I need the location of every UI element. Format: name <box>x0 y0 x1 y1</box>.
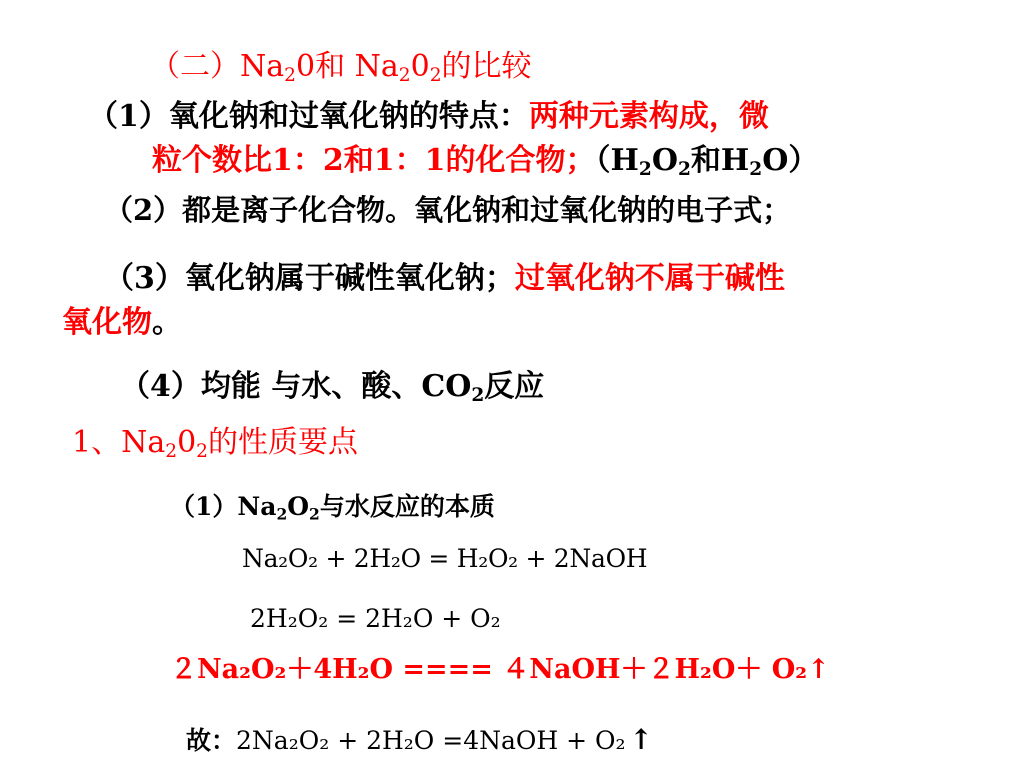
item-3-line-1 <box>104 261 785 296</box>
subscript: 2 <box>165 441 178 463</box>
item-2 <box>104 193 792 227</box>
subscript: 2 <box>398 65 411 87</box>
up-arrow-icon: ↑ <box>629 723 654 756</box>
item-1-ratio: 粒个数比1：2和1：1的化合物； <box>152 143 596 178</box>
equation-1 <box>242 546 647 571</box>
title-part: 0和 Na <box>295 49 399 84</box>
item-4 <box>120 369 545 407</box>
sub-item-1 <box>170 492 495 524</box>
equation-1-text: Na₂O₂ + 2H₂O = H₂O₂ + 2NaOH <box>242 544 648 573</box>
equation-2-text: 2H₂O₂ = 2H₂O + O₂ <box>250 604 501 633</box>
item-1-example: （H <box>595 143 639 178</box>
item-3-text: （3）氧化钠属于碱性氧化钠； <box>104 261 515 296</box>
sub-item-1-part: O <box>287 492 310 521</box>
title-part: 0 <box>410 49 430 84</box>
subscript: 2 <box>429 65 442 87</box>
item-4-text: 反应 <box>484 369 545 404</box>
subscript: 2 <box>638 159 652 181</box>
title-part: 的比较 <box>441 49 532 84</box>
section-1-part: 1、Na <box>72 425 166 460</box>
slide-title <box>150 49 532 87</box>
equation-4-text: 2Na₂O₂ + 2H₂O =4NaOH + O₂ <box>236 726 626 755</box>
item-3-line-2 <box>62 305 182 340</box>
equation-4 <box>186 723 654 756</box>
section-1-part: 0 <box>177 425 197 460</box>
equation-4-prefix: 故： <box>186 726 237 755</box>
equation-3-text: ２Na₂O₂＋4H₂O ==== ４NaOH＋２H₂O＋ O₂↑ <box>170 654 830 685</box>
section-1-heading <box>72 425 359 463</box>
item-1-feature: 两种元素构成，微 <box>528 99 769 134</box>
item-1-line-2 <box>152 143 819 181</box>
subscript: 2 <box>309 504 320 524</box>
subscript: 2 <box>749 159 763 181</box>
subscript: 2 <box>196 441 209 463</box>
item-1-label: （1）氧化钠和过氧化钠的特点： <box>88 99 529 134</box>
item-3-highlight: 氧化物 <box>62 305 152 340</box>
item-4-text: （4）均能 与水、酸、CO <box>120 369 472 404</box>
subscript: 2 <box>284 65 296 87</box>
item-1-example: 和H <box>690 143 750 178</box>
section-1-part: 的性质要点 <box>208 425 359 460</box>
subscript: 2 <box>677 159 691 181</box>
item-1-example: O） <box>762 143 819 178</box>
item-3-period: 。 <box>152 305 182 340</box>
subscript: 2 <box>276 504 288 524</box>
equation-3 <box>170 656 830 683</box>
title-part: （二）Na <box>150 49 285 84</box>
item-3-highlight: 过氧化钠不属于碱性 <box>514 261 785 296</box>
sub-item-1-part: （1）Na <box>170 492 277 521</box>
sub-item-1-part: 与水反应的本质 <box>319 492 495 521</box>
item-2-text: （2）都是离子化合物。氧化钠和过氧化钠的电子式； <box>104 193 792 227</box>
item-1-line-1 <box>88 99 769 134</box>
subscript: 2 <box>471 385 485 407</box>
equation-2 <box>250 606 501 631</box>
item-1-example: O <box>651 143 678 178</box>
